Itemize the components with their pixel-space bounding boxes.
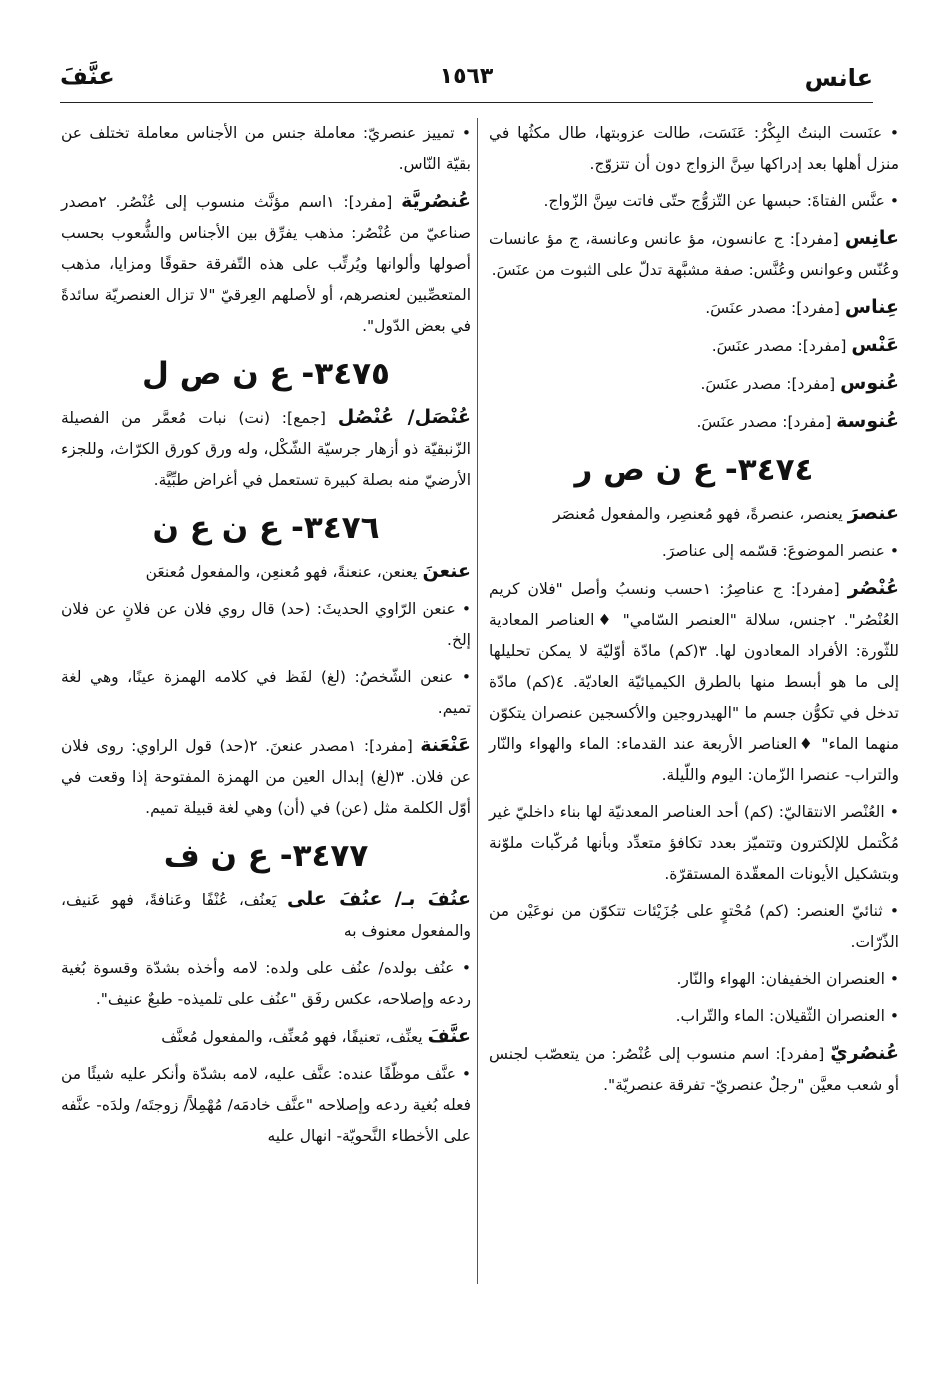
dictionary-entry <box>489 406 899 438</box>
entry-text: [مفرد]: مصدر عنَسَ. <box>696 413 837 431</box>
entry-text: يَعنُف، عُنْفًا وعَنافةً، فهو عَنيف، والمفعول معنوف به <box>61 891 471 940</box>
headword: عُنصُريَّة <box>401 190 471 212</box>
dictionary-entry <box>489 118 899 180</box>
header-rule <box>60 102 873 103</box>
entry-text: [مفرد]: ١مصدر عنعنَ. ٢(حد) قول الراوي: روى فلان عن فلان. ٣(لغ) إبدال العين من الهمزة المفتوحة إذا وقعت في أوّل الكلمة مثل (عن) في (أن) وهي لغة قبيلة تميم. <box>61 737 471 817</box>
guide-word-left: عنَّفَ <box>60 62 115 90</box>
entry-text: [مفرد]: ج عناصِرُ: ١حسب ونسبُ وأصل "فلان كريم العُنْصُر". ٢جنس، سلالة "العنصر السّامي" ♦العناصر المعادية للثّورة: الأفراد المعادون لها. ٣(كم) مادّة أوّليّة لا يمكن تحليلها إلى ما هو أبسط منها بالطرق الكيميائيّة العاديّة. ٤(كم) مادّة تدخل في تكوُّن جسم ما "الهيدروجين والأكسجين عنصران يتكوّن منهما الماء" ♦العناصر الأربعة عند القدماء: الماء والهواء والنّار والتراب- عنصرا الزّمان: اليوم واللّيلة. <box>489 580 899 784</box>
entry-text: • عنَّف موظّفًا عنده: عنَّف عليه، لامه بشدّة وأنكر عليه شيئًا من فعله بُغية ردعه وإصلاحه "عنَّف خادمَه/ مُهْمِلاً/ زوجتَه/ ولدَه- عنَّفه على الأخطاء النَّحويّة- انهال عليه <box>61 1065 471 1145</box>
headword: عُنْصُر <box>847 577 899 599</box>
entry-text: • عنَّس الفتاةَ: حبسها عن التّزوُّج حتّى فاتت سِنَّ الزّواج. <box>543 192 899 210</box>
dictionary-entry <box>489 498 899 530</box>
headword: عُنوس <box>840 372 899 394</box>
dictionary-entry <box>489 292 899 324</box>
dictionary-entry <box>489 1001 899 1032</box>
headword: عَنْعَنة <box>420 734 471 756</box>
entry-text: • عنعن الشّخصُ: (لغ) لفَظ في كلامه الهمزة عينًا، وهي لغة تميم. <box>61 668 471 717</box>
headword: عنَّفَ <box>427 1025 471 1047</box>
entry-text: • عنصر الموضوعَ: قسّمه إلى عناصرَ. <box>661 542 899 560</box>
dictionary-entry <box>61 730 471 824</box>
guide-word-right: عانس <box>804 64 873 92</box>
entry-text: [مفرد]: ١اسم مؤنَّث منسوب إلى عُنْصُر. ٢مصدر صناعيّ من عُنْصُر: مذهب يفرِّق بين الأجناس والشُّعوب بحسب أصولها وألوانها ويُرتِّب على هذه التّفرقة حقوقًا ومزايا، مذهب المتعصِّبين لعنصرهم، أو لأصلهم العِرقيّ "لا تزال العنصريّة سائدةً في بعض الدّول". <box>61 193 471 335</box>
running-header <box>60 58 873 98</box>
dictionary-entry <box>61 186 471 342</box>
headword: عانِس <box>844 227 899 249</box>
dictionary-entry <box>61 594 471 656</box>
dictionary-entry <box>489 964 899 995</box>
dictionary-entry <box>489 573 899 791</box>
entry-text: [مفرد]: اسم منسوب إلى عُنْصُر: من يتعصّب لجنس أو شعب معيَّن "رجلٌ عنصريّ- تفرقة عنصريّة". <box>489 1045 899 1094</box>
dictionary-entry <box>61 662 471 724</box>
headword: عنُفَ بـ/ عنُفَ على <box>286 888 471 910</box>
entry-text: يعنعن، عنعنةً، فهو مُعنعِن، والمفعول مُعنعَن <box>145 563 423 581</box>
root-heading: ٣٤٧٤- ع ن ص ر <box>574 452 814 488</box>
headword: عُنوسة <box>836 410 899 432</box>
dictionary-entry <box>489 330 899 362</box>
entry-text: [مفرد]: ج عانسون، مؤ عانس وعانسة، ج مؤ عانسات وعُنّس وعوانس وعُنَّس: صفة مشبَّهة تدلّ على الثبوت من عنَسَ. <box>489 230 899 279</box>
dictionary-entry <box>489 797 899 890</box>
root-heading: ٣٤٧٥- ع ن ص ل <box>142 356 390 392</box>
headword: عنصرَ <box>847 502 899 524</box>
dictionary-entry <box>489 368 899 400</box>
dictionary-entry <box>61 1021 471 1053</box>
dictionary-entry <box>61 1059 471 1152</box>
entry-text: • العنصران الثّقيلان: الماء والتّراب. <box>675 1007 899 1025</box>
headword: عُنصُريّ <box>830 1042 899 1064</box>
headword: عُنْصَل/ عُنْصُل <box>337 406 472 428</box>
headword: عَنْس <box>851 334 899 356</box>
dictionary-entry <box>489 223 899 286</box>
dictionary-entry <box>489 536 899 567</box>
dictionary-entry <box>489 186 899 217</box>
dictionary-entry <box>61 556 471 588</box>
right-column <box>489 118 899 1107</box>
entry-text: يعنصر، عنصرةً، فهو مُعنصِر، والمفعول مُعنصَر <box>553 505 848 523</box>
entry-text: يعنِّف، تعنيفًا، فهو مُعنِّف، والمفعول مُعنَّف <box>161 1028 428 1046</box>
entry-text: • عنعن الرّاوي الحديثَ: (حد) قال روي فلان عن فلانٍ عن فلان إلخ. <box>61 600 471 649</box>
dictionary-entry <box>61 884 471 947</box>
entry-text: [مفرد]: مصدر عنَسَ. <box>711 337 852 355</box>
entry-text: • العنصران الخفيفان: الهواء والنّار. <box>676 970 899 988</box>
dictionary-entry <box>489 896 899 958</box>
dictionary-entry <box>61 118 471 180</box>
root-heading: ٣٤٧٧- ع ن ف <box>163 838 369 874</box>
dictionary-entry <box>61 953 471 1015</box>
column-divider <box>477 118 478 1284</box>
entry-text: • عنَست البنتُ البِكْرُ: عَنَسَت، طالت عزوبتها، طال مكثُها في منزل أهلها بعد إدراكها سِنَّ الزواج دون أن تتزوّج. <box>489 124 899 173</box>
entry-text: • تمييز عنصريّ: معاملة جنس من الأجناس معاملة تختلف عن بقيّة النّاس. <box>61 124 471 173</box>
dictionary-entry <box>489 1038 899 1101</box>
left-column <box>61 118 471 1158</box>
entry-text: [مفرد]: مصدر عنَسَ. <box>700 375 841 393</box>
entry-text: [مفرد]: مصدر عنَسَ. <box>705 299 845 317</box>
headword: عنعنَ <box>422 560 471 582</box>
entry-text: • العُنْصر الانتقاليّ: (كم) أحد العناصر المعدنيّة لها بناء داخليّ غير مُكْتمل للإلكترون وتتميّز بعدد تكافؤ متعدِّد وبأنها مُركّبات ملوّنة وبتشكيل الأيونات المعقّدة المستقرّة. <box>489 803 899 883</box>
page-number: ١٥٦٣ <box>439 64 494 89</box>
entry-text: • عنُف بولده/ عنُف على ولده: لامه وأخذه بشدّة وقسوة بُغية ردعه وإصلاحه، عكس رفَق "عنُف على تلميذه- طبعٌ عنيف". <box>61 959 471 1008</box>
entry-text: [جمع]: (نت) نبات مُعمَّر من الفصيلة الزّنبقيّة ذو أزهار جرسيّة الشّكْل، وله ورق كورق الكرّاث، وللجزء الأرضيّ منه بصلة كبيرة تستعمل في أغراض طبِّيَّة. <box>61 409 471 489</box>
dictionary-entry <box>61 402 471 496</box>
headword: عِناس <box>844 296 899 318</box>
root-heading: ٣٤٧٦- ع ن ع ن <box>152 510 380 546</box>
entry-text: • ثنائيّ العنصر: (كم) مُحْتوٍ على جُزَيْئات تتكوّن من نوعَيْن من الذّرّات. <box>489 902 899 951</box>
